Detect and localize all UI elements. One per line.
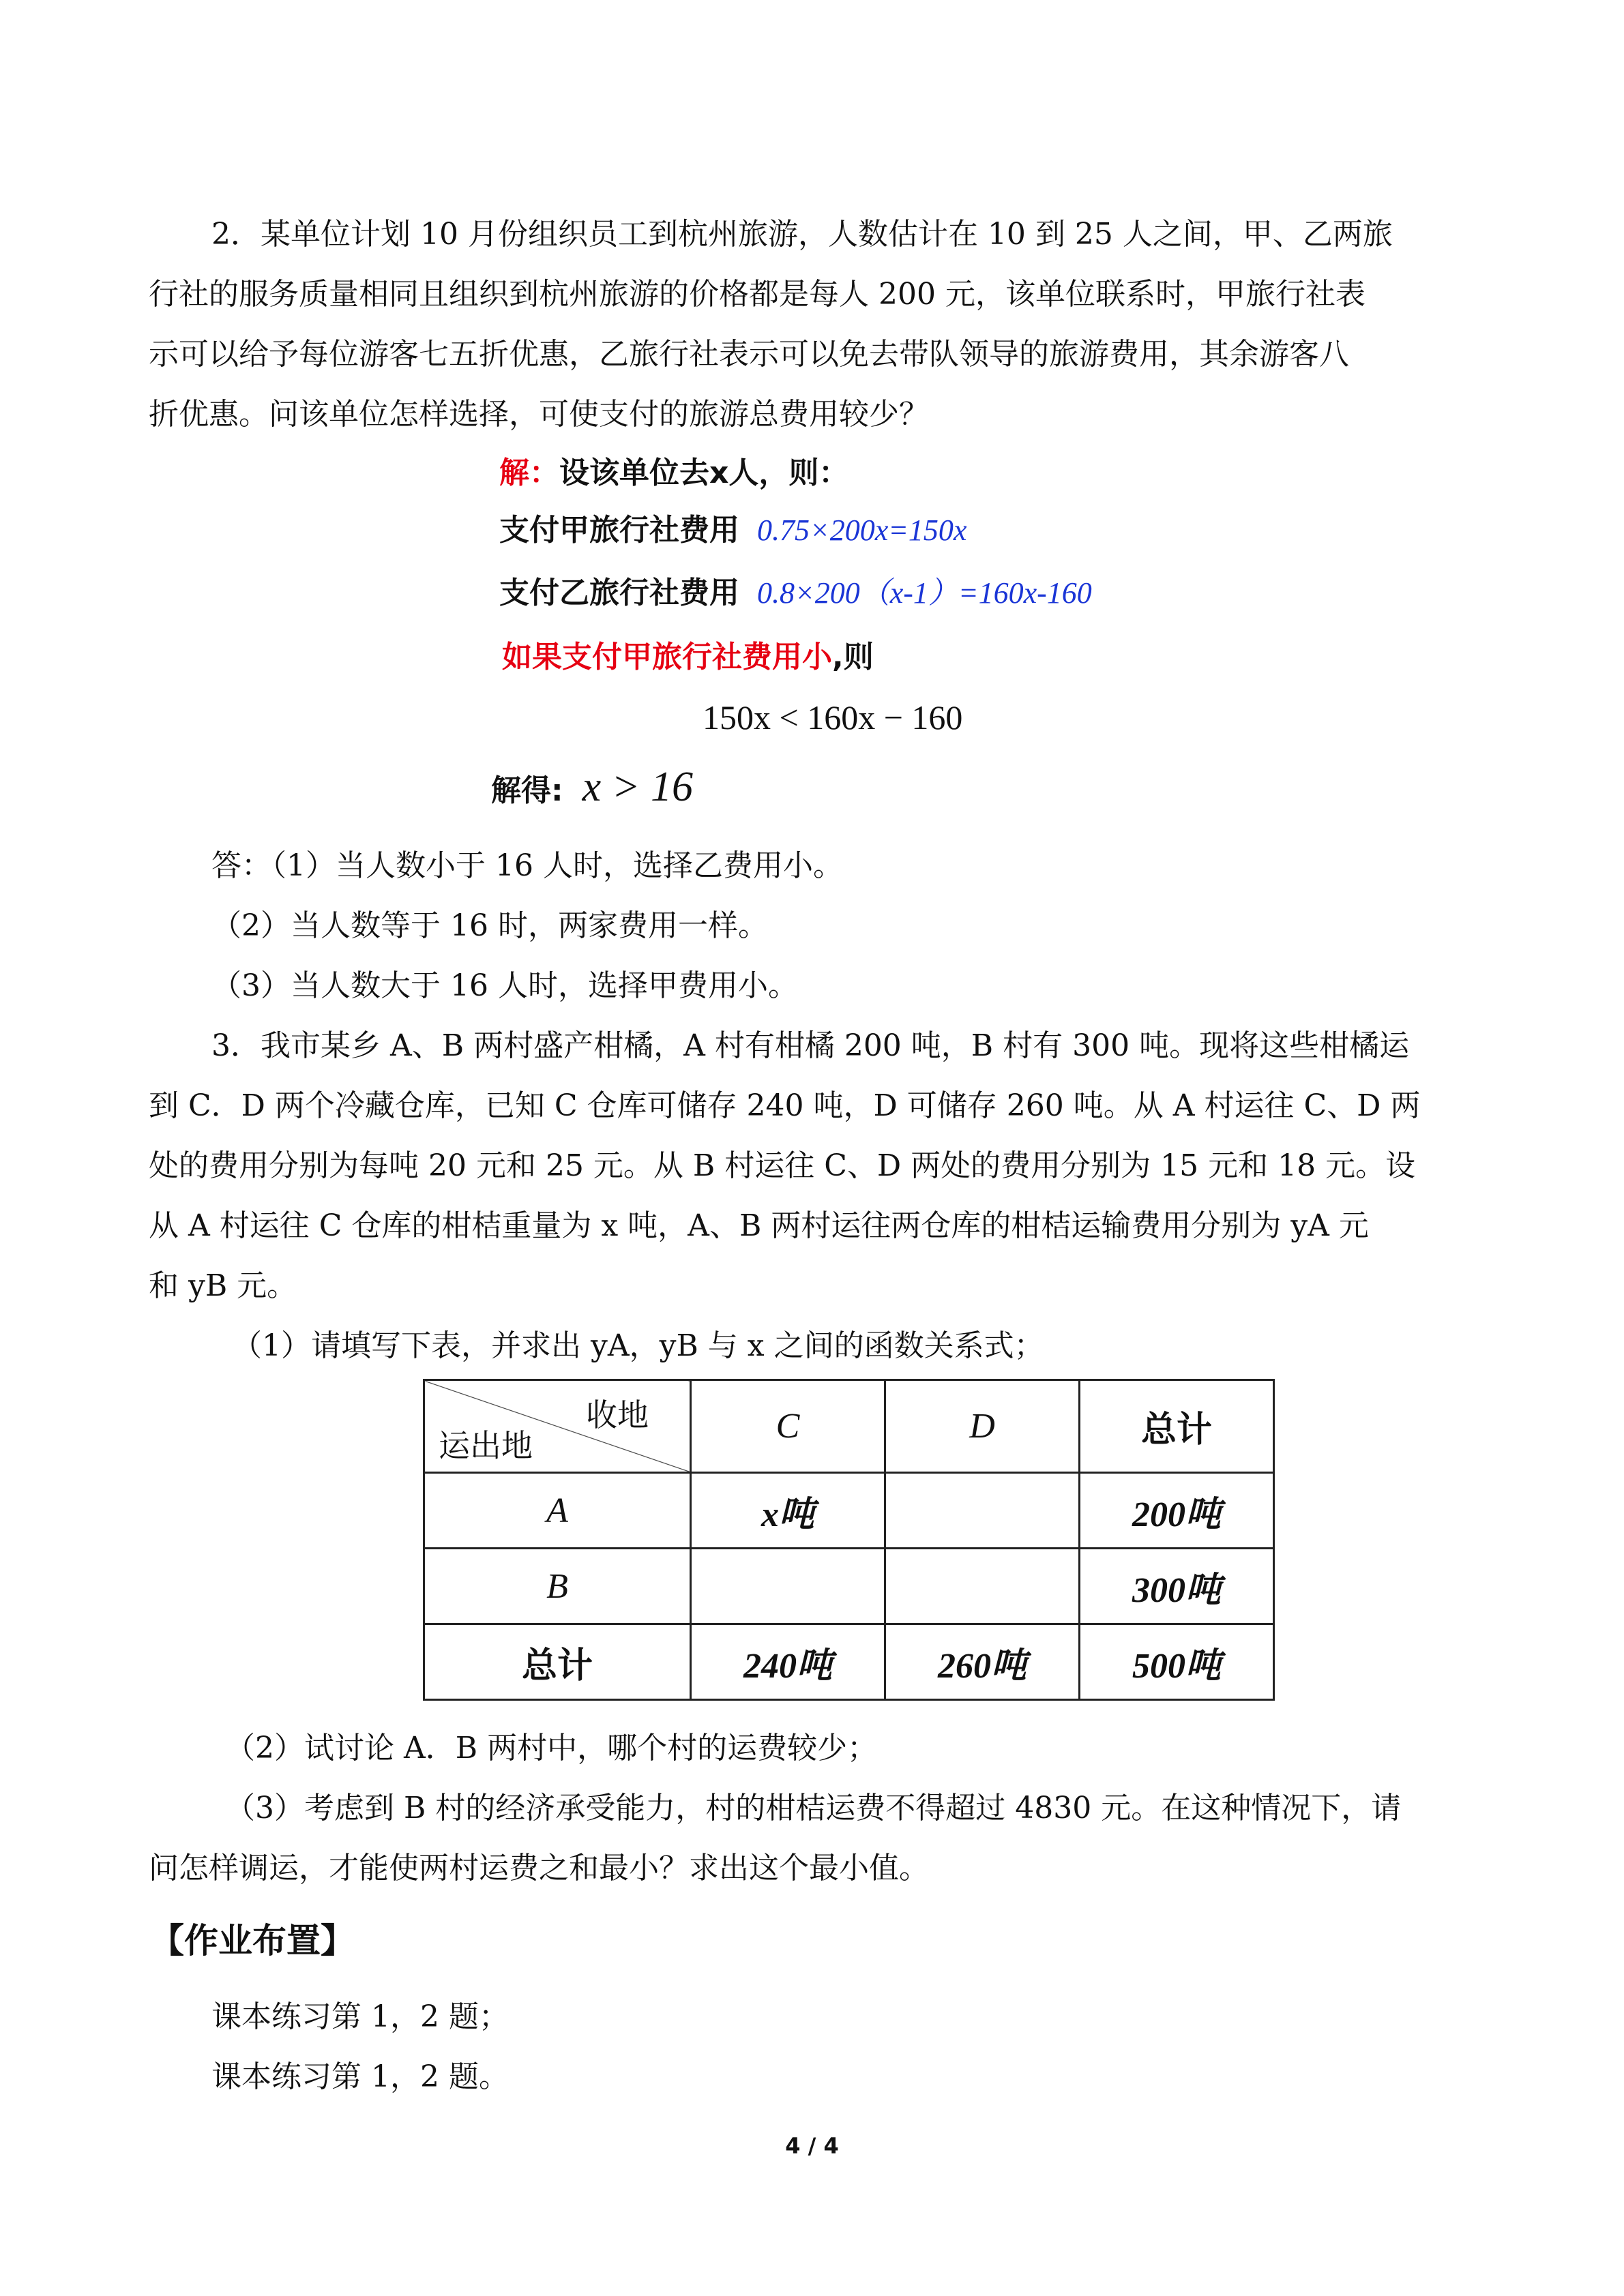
table-row-b	[424, 1549, 1274, 1624]
table-row-total	[424, 1624, 1274, 1700]
col-header-d: D	[885, 1380, 1080, 1473]
problem3-q3-line-1: （3）考虑到 B 村的经济承受能力，村的柑桔运费不得超过 4830 元。在这种情况下，请	[225, 1791, 1402, 1825]
answer-2: （2）当人数等于 16 时，两家费用一样。	[211, 908, 768, 943]
yi-label: 支付乙旅行社费用	[499, 576, 739, 610]
problem2-line-4: 折优惠。问该单位怎样选择，可使支付的旅游总费用较少？	[149, 397, 929, 432]
freight-table	[423, 1379, 1275, 1701]
inequality: 150x < 160x − 160	[703, 698, 963, 736]
table-header-row	[424, 1380, 1274, 1473]
problem2-line-1: 2．某单位计划 10 月份组织员工到杭州旅游，人数估计在 10 到 25 人之间，甲、乙两旅	[211, 217, 1393, 252]
result-label: 解得:	[491, 773, 563, 808]
solution-result	[491, 766, 693, 811]
problem3-q2: （2）试讨论 A．B 两村中，哪个村的运费较少；	[225, 1731, 878, 1765]
problem2-line-2: 行社的服务质量相同且组织到杭州旅游的价格都是每人 200 元，该单位联系时，甲旅行社表	[149, 277, 1365, 312]
cell-b-c	[691, 1549, 885, 1624]
if-tail-text: ,则	[832, 640, 874, 674]
homework-heading: 【作业布置】	[150, 1921, 355, 1960]
col-header-c: C	[691, 1380, 885, 1473]
problem3-line-2: 到 C．D 两个冷藏仓库，已知 C 仓库可储存 240 吨，D 可储存 260 吨。从 A 村运往 C、D 两	[149, 1088, 1421, 1123]
if-red-text: 如果支付甲旅行社费用小	[502, 640, 832, 674]
problem3-line-5: 和 yB 元。	[149, 1268, 297, 1303]
table-corner-cell	[424, 1380, 691, 1473]
jia-label: 支付甲旅行社费用	[499, 513, 739, 548]
corner-top-label: 收地	[586, 1397, 649, 1433]
cell-a-c: x吨	[691, 1473, 885, 1549]
cell-total-d: 260吨	[885, 1624, 1080, 1700]
cell-b-total: 300吨	[1080, 1549, 1274, 1624]
solution-setup-text: 设该单位去x人，则：	[559, 456, 849, 490]
cell-total-total: 500吨	[1080, 1624, 1274, 1700]
yi-formula: 0.8×200（x-1）=160x-160	[757, 576, 1092, 610]
answer-3: （3）当人数大于 16 人时，选择甲费用小。	[211, 968, 798, 1003]
solution-jie: 解：	[499, 456, 559, 490]
problem3-q3-line-2: 问怎样调运，才能使两村运费之和最小？求出这个最小值。	[149, 1851, 929, 1885]
page-number: 4 / 4	[785, 2133, 839, 2159]
row-header-b: B	[424, 1549, 691, 1624]
solution-yi	[499, 573, 1092, 614]
homework-item-2: 课本练习第 1，2 题。	[211, 2059, 509, 2094]
solution-setup	[499, 453, 848, 494]
homework-item-1: 课本练习第 1，2 题；	[211, 1999, 509, 2034]
row-header-a: A	[424, 1473, 691, 1549]
cell-b-d	[885, 1549, 1080, 1624]
problem3-q1: （1）请填写下表，并求出 yA，yB 与 x 之间的函数关系式；	[232, 1328, 1044, 1363]
solution-jia	[499, 510, 966, 551]
result-value: x > 16	[582, 764, 693, 810]
problem3-line-1: 3．我市某乡 A、B 两村盛产柑橘，A 村有柑橘 200 吨，B 村有 300 吨。现将这些柑橘运	[211, 1028, 1410, 1063]
problem3-line-4: 从 A 村运往 C 仓库的柑桔重量为 x 吨，A、B 两村运往两仓库的柑桔运输费用分别为 yA 元	[149, 1208, 1369, 1243]
answer-1: 答：（1）当人数小于 16 人时，选择乙费用小。	[211, 848, 843, 883]
cell-a-d	[885, 1473, 1080, 1549]
problem2-line-3: 示可以给予每位游客七五折优惠，乙旅行社表示可以免去带队领导的旅游费用，其余游客八	[149, 337, 1349, 372]
col-header-total: 总计	[1080, 1380, 1274, 1473]
corner-bottom-label: 运出地	[439, 1427, 533, 1464]
cell-a-total: 200吨	[1080, 1473, 1274, 1549]
cell-total-c: 240吨	[691, 1624, 885, 1700]
jia-formula: 0.75×200x=150x	[757, 513, 967, 547]
solution-if	[502, 637, 874, 678]
table-row-a	[424, 1473, 1274, 1549]
problem3-line-3: 处的费用分别为每吨 20 元和 25 元。从 B 村运往 C、D 两处的费用分别为 15 元和 18 元。设	[149, 1148, 1416, 1183]
row-header-total: 总计	[424, 1624, 691, 1700]
